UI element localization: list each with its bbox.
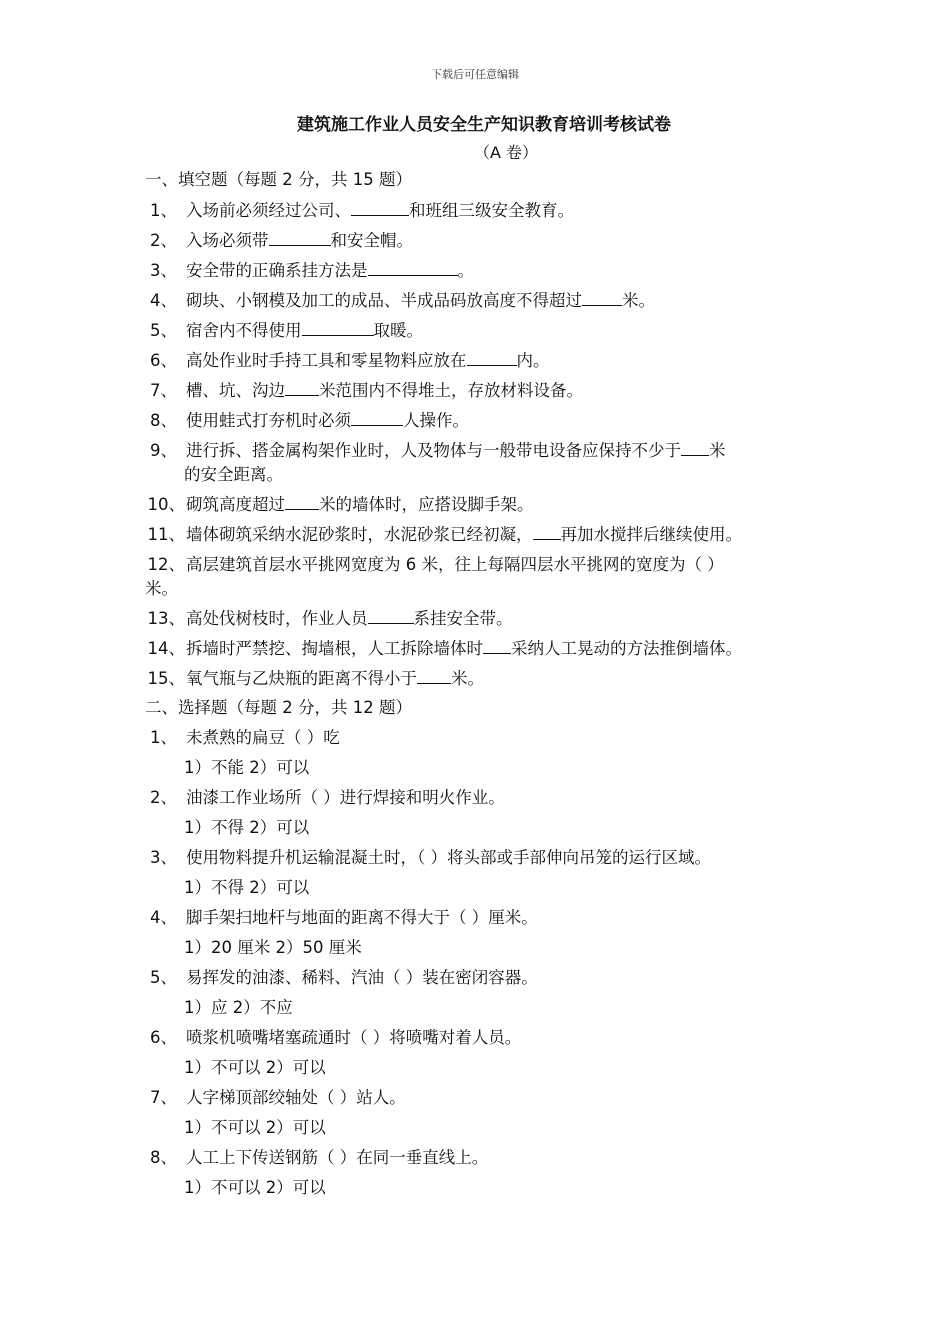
fill-question-12-continuation: 米。: [145, 579, 178, 598]
choice-options-8: 1）不可以 2）可以: [184, 1178, 326, 1197]
fill-question-9-continuation: 的安全距离。: [184, 465, 283, 484]
answer-blank[interactable]: [351, 199, 409, 216]
answer-blank[interactable]: [285, 379, 319, 396]
answer-blank[interactable]: [681, 439, 709, 456]
answer-blank[interactable]: [467, 349, 517, 366]
choice-options-4: 1）20 厘米 2）50 厘米: [184, 938, 362, 957]
document-title: 建筑施工作业人员安全生产知识教育培训考核试卷: [297, 115, 671, 135]
document-subtitle: （A 卷）: [473, 143, 539, 162]
question-number: 1、: [150, 201, 177, 220]
answer-blank[interactable]: [368, 607, 414, 624]
answer-blank[interactable]: [269, 229, 331, 246]
answer-blank[interactable]: [483, 637, 511, 654]
document-page: 下载后可任意编辑 建筑施工作业人员安全生产知识教育培训考核试卷 （A 卷） 一、填空题（每题 2 分，共 15 题） 1、 入场前必须经过公司、 和班组三级安全教育。 2、 入场必须带 和安全帽。 3、 安全带的正确系挂方法是 。 4、 砌块、小钢模及加工的成品、半成品码放高度不得超过 米。 5、 宿舍内不得使用 取暖。 6、 高处作业时手持工具和零星物料应放在 内。 7、 槽、坑、沟边 米范围内不得堆土，存放材料设备。 8、 使用蛙式打夯机时必须 人操作。 9、 进行拆、搭金属构架作业时，人及物体与一般带电设备应保持不少于 米 的安全距离。 10、 砌筑高度超过 米的墙体时，应搭设脚手架。 11、 墙体砌筑采纳水泥砂浆时，水泥砂浆已经初凝， 再加水搅拌后继续使用。 12、 高层建筑首层水平挑网宽度为 6 米，往上每隔四层水平挑网的宽度为（ ） 米。 13、 高处伐树枝时，作业人员 系挂安全带。 14、 拆墙时严禁挖、掏墙根，人工拆除墙体时 采纳人工晃动的方法推倒墙体。 15、 氧气瓶与乙炔瓶的距离不得小于 米。 二、选择题（每题 2 分，共 12 题） 1、 未煮熟的扁豆（ ）吃 1）不能 2）可以 2、 油漆工作业场所（ ）进行焊接和明火作业。 1）不得 2）可以 3、 使用物料提升机运输混凝土时，（ ）将头部或手部伸向吊笼的运行区域。 1）不得 2）可以 4、 脚手架扫地杆与地面的距离不得大于（ ）厘米。 1）20 厘米 2）50 厘米 5、 易挥发的油漆、稀料、汽油（ ）装在密闭容器。 1）应 2）不应 6、 喷浆机喷嘴堵塞疏通时（ ）将喷嘴对着人员。 1）不可以 2）可以 7、 人字梯顶部绞轴处（ ）站人。 1）不可以 2）可以 8、 人工上下传送钢筋（ ）在同一垂直线上。 1）不可以 2）可以: [0, 0, 950, 1344]
answer-blank[interactable]: [533, 523, 561, 540]
section1-heading: 一、填空题（每题 2 分，共 15 题）: [145, 170, 412, 189]
answer-blank[interactable]: [417, 667, 451, 684]
header-note: 下载后可任意编辑: [431, 68, 519, 81]
answer-blank[interactable]: [582, 289, 622, 306]
answer-blank[interactable]: [285, 493, 319, 510]
choice-options-3: 1）不得 2）可以: [184, 878, 310, 897]
choice-options-2: 1）不得 2）可以: [184, 818, 310, 837]
choice-options-5: 1）应 2）不应: [184, 998, 293, 1017]
answer-blank[interactable]: [368, 259, 458, 276]
answer-blank[interactable]: [351, 409, 403, 426]
choice-options-6: 1）不可以 2）可以: [184, 1058, 326, 1077]
choice-options-7: 1）不可以 2）可以: [184, 1118, 326, 1137]
section2-heading: 二、选择题（每题 2 分，共 12 题）: [145, 698, 412, 717]
answer-blank[interactable]: [302, 319, 374, 336]
choice-options-1: 1）不能 2）可以: [184, 758, 310, 777]
